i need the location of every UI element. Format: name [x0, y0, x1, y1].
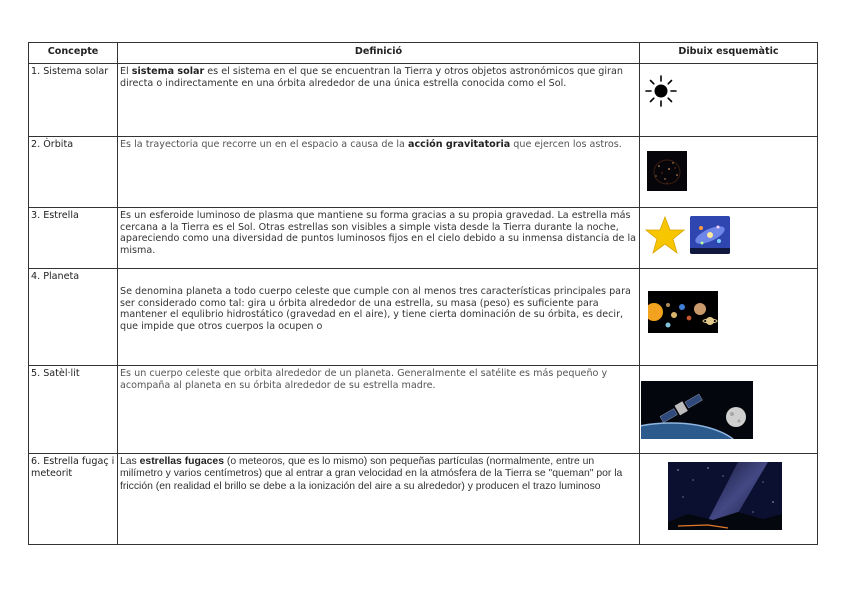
header-drawing: Dibuix esquemàtic [640, 43, 818, 64]
definition-cell [118, 454, 640, 545]
planets-image [648, 291, 718, 333]
header-row [29, 43, 818, 64]
drawing-cell [640, 366, 818, 454]
definition-text: que ejercen los astros. [510, 139, 622, 150]
drawing-cell [640, 454, 818, 545]
definition-text: Las [120, 456, 140, 467]
drawing-cell [640, 208, 818, 269]
definition-text: Es la trayectoria que recorre un en el espacio a causa de la [120, 139, 408, 150]
concept-cell: 4. Planeta [29, 269, 118, 366]
definition-keyword: acción gravitatoria [408, 139, 511, 150]
galaxy-image [690, 216, 730, 254]
table-row [29, 454, 818, 545]
definition-cell [118, 64, 640, 137]
concept-cell: 1. Sistema solar [29, 64, 118, 137]
drawing-cell [640, 269, 818, 366]
sun-icon [644, 74, 678, 108]
definition-cell: Es un esferoide luminoso de plasma que mantiene su forma gracias a su propia gravedad. La estrella más cercana a la Tierra es el Sol. Otras estrellas son visibles a simple vista desde la Tierra durante la noche, apareciendo como una diversidad de puntos luminosos fijos en el cielo debido a su inmensa distancia de la misma. [118, 208, 640, 269]
table-row [29, 269, 818, 366]
table-row [29, 208, 818, 269]
concept-cell: 3. Estrella [29, 208, 118, 269]
definition-text: Se denomina planeta a todo cuerpo celeste que cumple con al menos tres características principales para ser considerado como tal: gira u órbita alrededor de una estrella, su masa (peso) es suficiente para mantener el equlibrio hidrostático (gravedad en el aire), y tiene cierta dominación de su órbita, es decir, que impide que otros cuerpos la ocupen o [120, 286, 631, 332]
drawing-cell [640, 64, 818, 137]
star-icon [645, 215, 685, 255]
definition-cell [118, 137, 640, 208]
definition-keyword: sistema solar [131, 66, 205, 77]
concept-cell: 6. Estrella fugaç i meteorit [29, 454, 118, 545]
drawing-cell [640, 137, 818, 208]
concept-cell: 5. Satèl·lit [29, 366, 118, 454]
definition-keyword: estrellas fugaces [139, 456, 224, 467]
definition-text: El [120, 66, 132, 77]
table-row [29, 64, 818, 137]
header-concept: Concepte [29, 43, 118, 64]
table-row [29, 137, 818, 208]
nebula-image [647, 151, 687, 191]
concept-cell: 2. Òrbita [29, 137, 118, 208]
definition-cell [118, 269, 640, 366]
definition-cell: Es un cuerpo celeste que orbita alrededor de un planeta. Generalmente el satélite es más pequeño y acompaña al planeta en su órbita alrededor de su estrella madre. [118, 366, 640, 454]
header-definition: Definició [118, 43, 640, 64]
table-row [29, 366, 818, 454]
glossary-table [28, 42, 818, 545]
definition-text: es el sistema en el que se encuentran la Tierra y otros objetos astronómicos que giran directa o indirectamente en una órbita alrededor de una única estrella conocida como el Sol. [120, 66, 623, 89]
meteor-image [668, 462, 782, 530]
definition-text: (o meteoros, que es lo mismo) son pequeñas partículas (normalmente, entre un milímetro y varios centímetros) que al entrar a gran velocidad en la atmósfera de la Tierra se "queman" por la fricción (en realidad el brillo se debe a la ionización del aire a su alrededor) y producen el trazo luminoso [120, 456, 623, 492]
satellite-image [641, 381, 753, 439]
